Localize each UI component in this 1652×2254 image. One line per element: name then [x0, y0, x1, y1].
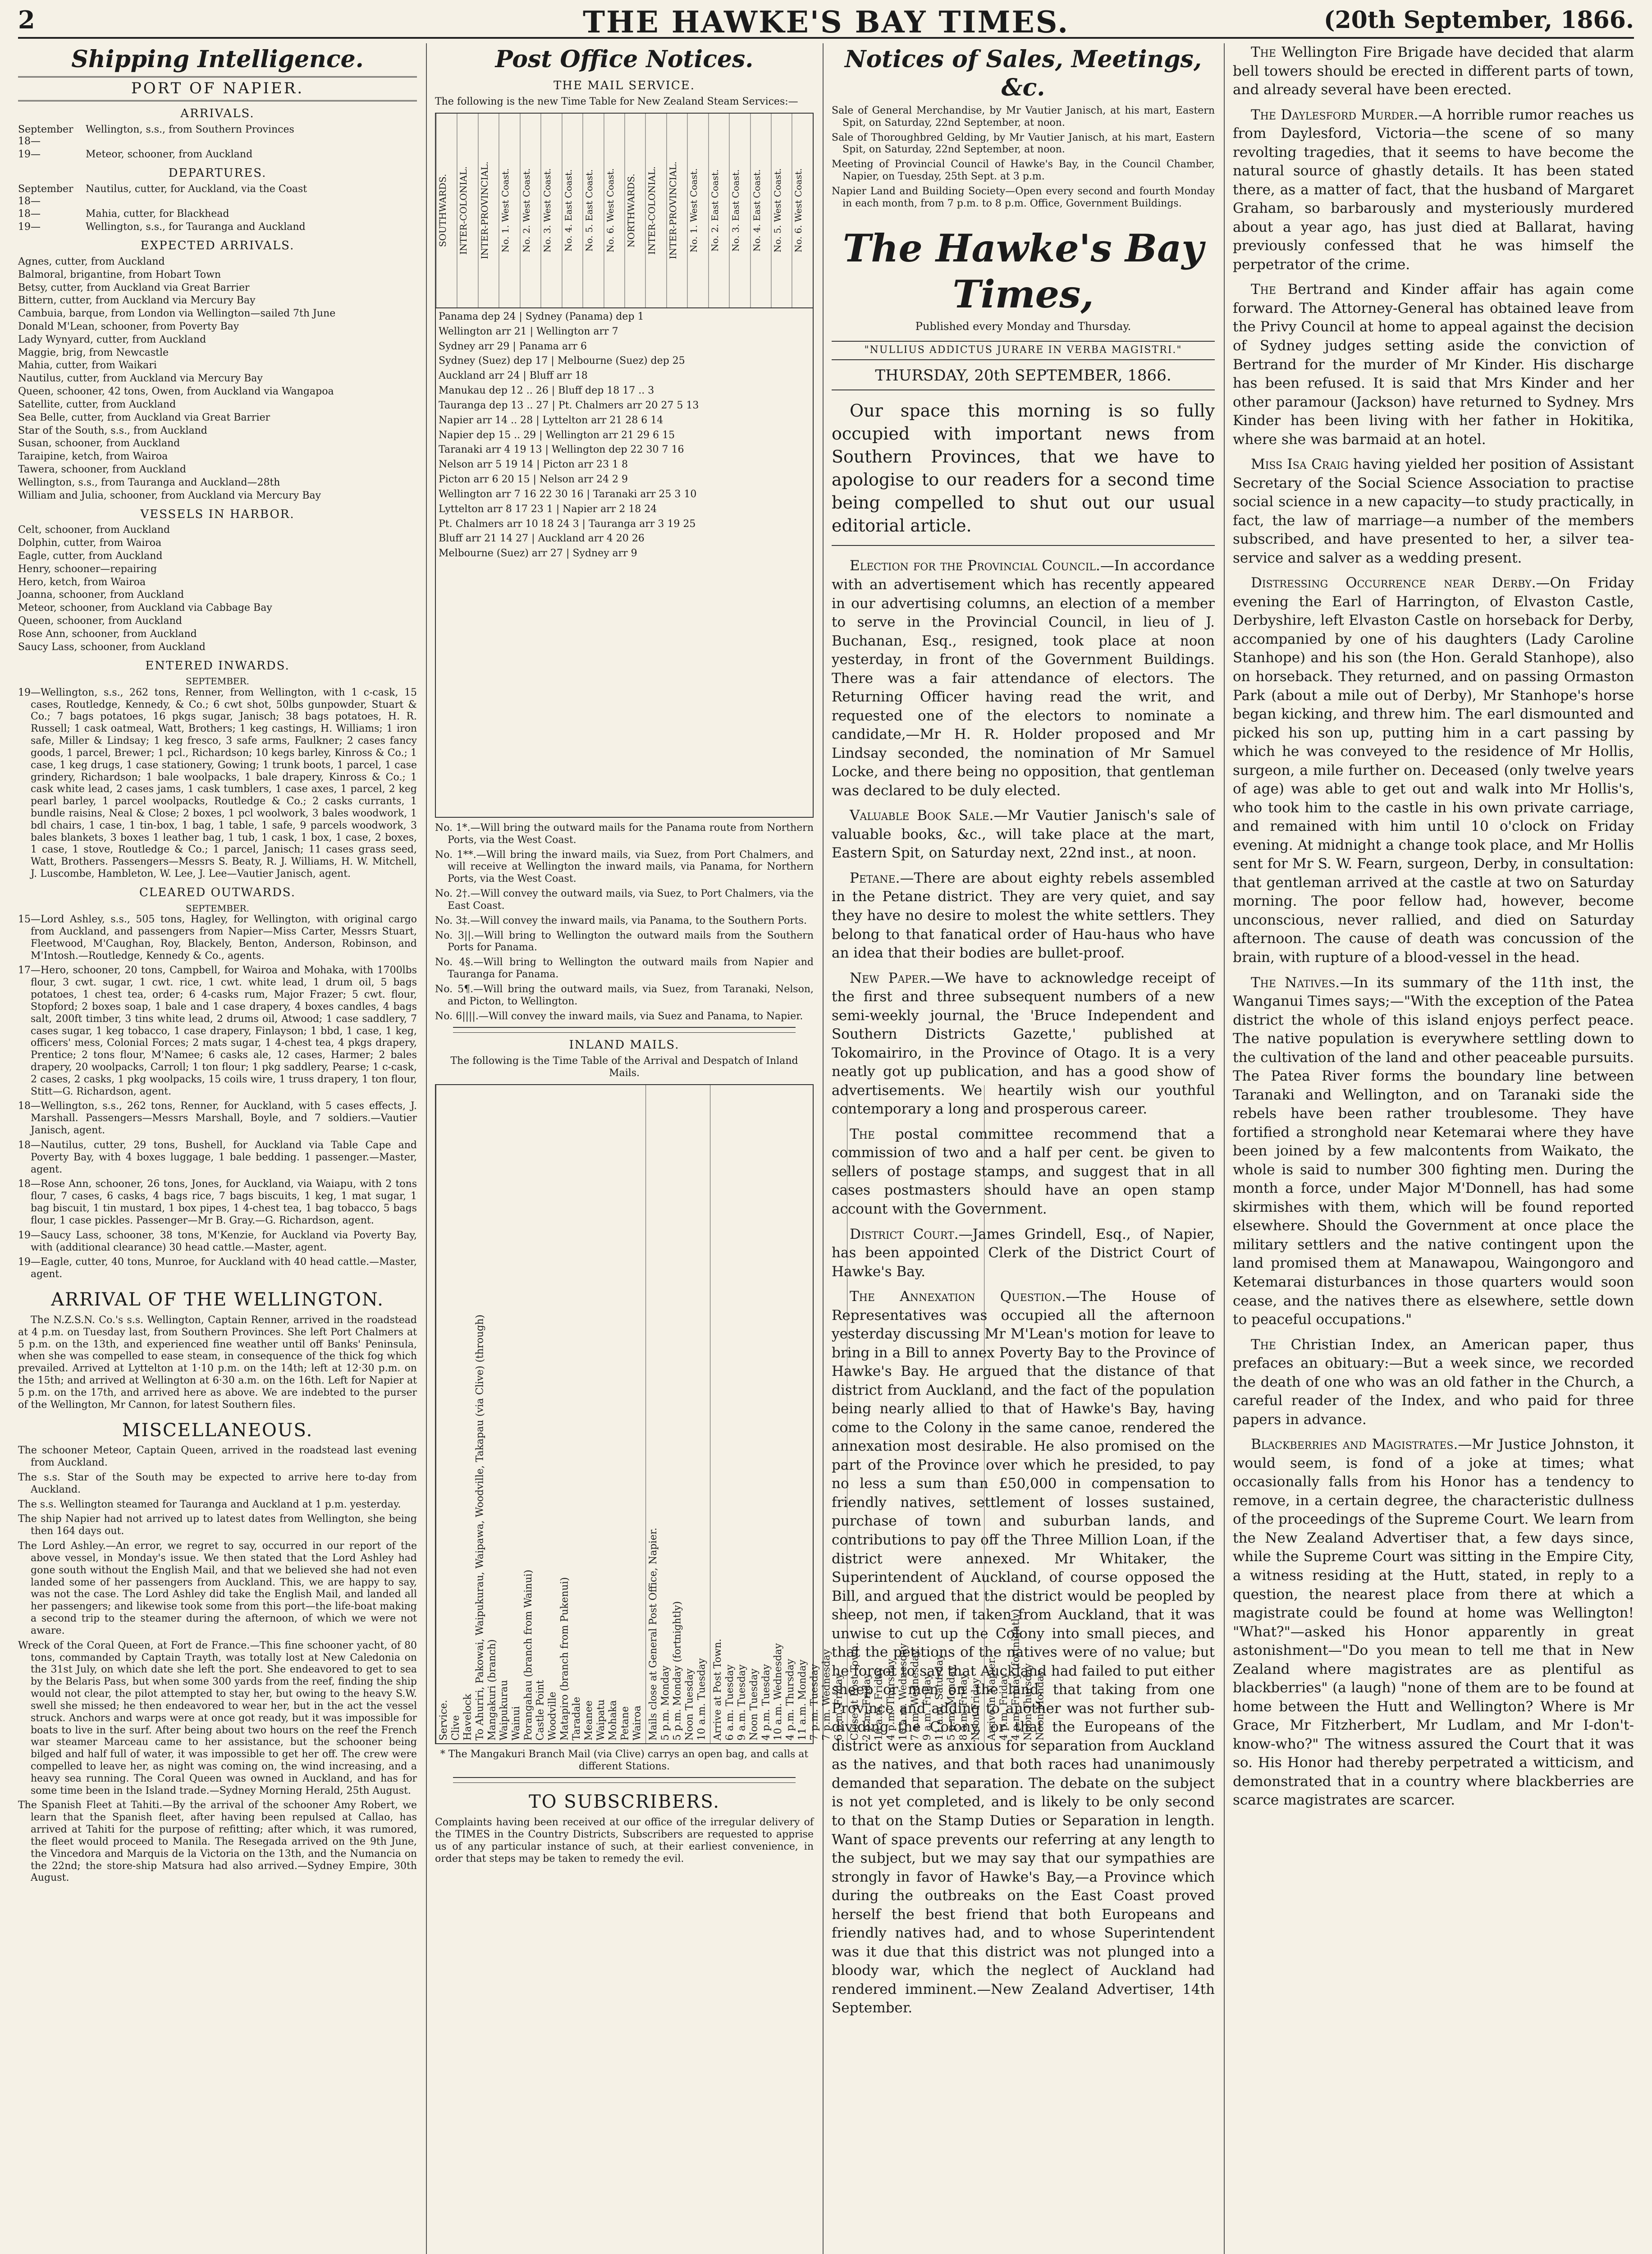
- timetable-column-header: No. 2. West Coast.: [520, 114, 540, 307]
- mail-service-heading: THE MAIL SERVICE.: [553, 79, 696, 93]
- cargo-entry: 18—Nautilus, cutter, 29 tons, Bushell, for Auckland via Table Cape and Poverty Bay, with 4 boxes luggage, 1 bale bedding. 1 passenger.—Master, agent.: [18, 1139, 417, 1175]
- outwards-month: SEPTEMBER.: [186, 903, 249, 914]
- timetable-row: Sydney (Suez) dep 17 | Melbourne (Suez) dep 25: [439, 355, 685, 367]
- vessel-item: Donald M'Lean, schooner, from Poverty Bay: [18, 321, 239, 332]
- news-paragraph: [1233, 1336, 1634, 1429]
- issue-date: (20th September, 1866.: [1323, 6, 1634, 34]
- timetable-column-header: INTER-COLONIAL.: [457, 114, 477, 307]
- paragraph-lead: The: [850, 1126, 875, 1142]
- subscribers-notice: Complaints having been received at our office of the irregular delivery of the TIMES in the Country Districts, Subscribers are requested to apprise us of any particular instance of such, at their earliest convenience, in order that steps may be taken to remedy the evil.: [435, 1817, 814, 1865]
- arrivals-heading: ARRIVALS.: [180, 106, 255, 120]
- mail-note: No. 3||.—Will bring to Wellington the outward mails from the Southern Ports for Panama.: [435, 930, 814, 953]
- paragraph-text: Christian Index, an American paper, thus prefaces an obituary:—But a week since, we recorded the death of one who was an old father in the Church, a careful reader of the Index, and who paid for three papers in advance.: [1233, 1336, 1634, 1428]
- vessel-item: Cambuia, barque, from London via Wellington—sailed 7th June: [18, 308, 336, 320]
- timetable-column-header: No. 6. West Coast.: [604, 114, 624, 307]
- timetable-row: Wellington arr 21 | Wellington arr 7: [439, 325, 618, 337]
- departures-list: [18, 183, 417, 234]
- inwards-month: SEPTEMBER.: [186, 676, 249, 687]
- paragraph-lead: Election for the Provincial Council.: [850, 558, 1100, 574]
- schedule-text: Nautilus, cutter, for Auckland, via the Coast: [86, 183, 307, 195]
- schedule-row: [18, 221, 417, 234]
- paragraph-text: Bertrand and Kinder affair has again come forward. The Attorney-General has obtained leave from the Privy Council at home to appeal against the decision of Sydney judges setting aside the conviction of Bertrand for the murder of Mr Kinder. His discharge has been refused. It is said that Mrs Kinder and her other paramour (Jackson) have returned to Sydney. Mrs Kinder has been living with her father in Hokitika, where she was barmaid at an hotel.: [1233, 281, 1634, 448]
- vessel-item: Sea Belle, cutter, from Auckland via Great Barrier: [18, 412, 270, 423]
- subscribers-heading: TO SUBSCRIBERS.: [528, 1791, 720, 1813]
- mail-note: No. 2†.—Will convey the outward mails, via Suez, to Port Chalmers, via the East Coast.: [435, 888, 814, 912]
- vessel-item: Dolphin, cutter, from Wairoa: [18, 537, 162, 549]
- timetable-row: Panama dep 24 | Sydney (Panama) dep 1: [439, 311, 644, 322]
- misc-item: The schooner Meteor, Captain Queen, arrived in the roadstead last evening from Auckland.: [18, 1445, 417, 1469]
- vessel-item: Taraipine, ketch, from Wairoa: [18, 451, 168, 463]
- news-paragraph: [832, 1287, 1215, 2018]
- vessel-item: Saucy Lass, schooner, from Auckland: [18, 641, 206, 653]
- paragraph-lead: Blackberries and Magistrates.: [1251, 1436, 1458, 1453]
- paragraph-lead: The Annexation Question.: [850, 1288, 1066, 1305]
- dateline: THURSDAY, 20th SEPTEMBER, 1866.: [832, 367, 1215, 390]
- paragraph-text: having yielded her position of Assistant Secretary of the Social Science Association to practise social science in a new capacity—to study practically, in fact, the law of marriage—a number of the members subscribed, and have presented to her, a silver tea-service and salver as a wedding present.: [1233, 456, 1634, 566]
- inland-column: Arrive at Post Town. 6 a.m. Tuesday 9 a.m. Tuesday Noon Tuesday 4 p.m. Tuesday 10 a.m. Wednesday 4 p.m. Thursday 11 a.m. Monday 7 p.m. Tuesday 7 p.m. Wednesday 6 p.m. Friday: [710, 1085, 847, 1743]
- vessel-item: Susan, schooner, from Auckland: [18, 438, 180, 449]
- mail-intro: The following is the new Time Table for New Zealand Steam Services:—: [435, 96, 798, 108]
- misc-item: The s.s. Wellington steamed for Tauranga and Auckland at 1 p.m. yesterday.: [18, 1498, 401, 1510]
- arrivals-list: [18, 124, 417, 161]
- inland-intro: The following is the Time Table of the Arrival and Despatch of Inland Mails.: [450, 1055, 798, 1079]
- schedule-row: [18, 149, 417, 161]
- notice-item: Sale of Thoroughbred Gelding, by Mr Vautier Janisch, at his mart, Eastern Spit, on Saturday, 22nd September, at noon.: [832, 132, 1215, 156]
- schedule-text: Mahia, cutter, for Blackhead: [86, 208, 229, 220]
- schedule-date: 18—: [18, 208, 41, 220]
- cargo-entry: 19—Eagle, cutter, 40 tons, Munroe, for Auckland with 40 head cattle.—Master, agent.: [18, 1256, 417, 1280]
- vessel-item: Agnes, cutter, from Auckland: [18, 256, 165, 267]
- news-articles: [1233, 43, 1634, 1810]
- shipping-heading: Shipping Intelligence.: [71, 46, 364, 73]
- vessel-item: Star of the South, s.s., from Auckland: [18, 425, 207, 436]
- news-paragraph: [1233, 974, 1634, 1329]
- mail-note: No. 5¶.—Will bring the outward mails, via Suez, from Taranaki, Nelson, and Picton, to Wellington.: [435, 983, 814, 1007]
- timetable-column-header: No. 1. West Coast.: [499, 114, 519, 307]
- paragraph-text: postal committee recommend that a commission of two and a half per cent. be given to sellers of postage stamps, and suggest that in all cases postmasters should have an open stamp account with the Government.: [832, 1126, 1215, 1217]
- paragraph-lead: The Daylesford Murder.: [1251, 106, 1419, 123]
- news-paragraph: [832, 1125, 1215, 1219]
- timetable-row: Napier dep 15 .. 29 | Wellington arr 21 29 6 15: [439, 429, 675, 441]
- timetable-row: Nelson arr 5 19 14 | Picton arr 23 1 8: [439, 459, 628, 471]
- column-rule: [1224, 43, 1225, 2254]
- paragraph-text: Wellington Fire Brigade have decided that alarm bell towers should be erected in different parts of town, and already several have been erected.: [1233, 44, 1634, 98]
- vessel-item: Balmoral, brigantine, from Hobart Town: [18, 269, 221, 280]
- timetable-row: Auckland arr 24 | Bluff arr 18: [439, 370, 588, 382]
- timetable-column-header: No. 3. West Coast.: [540, 114, 561, 307]
- inwards-list: [18, 687, 417, 880]
- news-paragraph: [1233, 1435, 1634, 1810]
- paragraph-text: —James Grindell, Esq., of Napier, has been appointed Clerk of the District Court of Hawke's Bay.: [832, 1226, 1215, 1280]
- paragraph-lead: New Paper.: [850, 970, 931, 986]
- inland-note: * The Mangakuri Branch Mail (via Clive) carrys an open bag, and calls at different Stations.: [440, 1748, 809, 1772]
- timetable-row: Napier arr 14 .. 28 | Lyttelton arr 21 28 6 14: [439, 414, 664, 426]
- vessel-item: William and Julia, schooner, from Auckland via Mercury Bay: [18, 490, 321, 501]
- timetable-row: Tauranga dep 13 .. 27 | Pt. Chalmers arr 20 27 5 13: [439, 399, 699, 411]
- motto: "NULLIUS ADDICTUS JURARE IN VERBA MAGISTRI.": [832, 341, 1215, 360]
- news-paragraph: [832, 969, 1215, 1119]
- timetable-column-header: INTER-PROVINCIAL.: [666, 114, 687, 307]
- divider: [453, 1027, 796, 1033]
- inland-mails-heading: INLAND MAILS.: [569, 1038, 680, 1052]
- paragraph-text: —The House of Representatives was occupied all the afternoon yesterday discussing Mr M'Lean's motion for leave to bring in a Bill to annex Poverty Bay to the Province of Hawke's Bay. He argued that the distance of that district from Auckland, and the fact of the population being nearly allied to that of Hawke's Bay, having come to the Colony in the same canoe, rendered the annexation most desirable. He also promised on the part of the Province over which he presided, to pay no less a sum than £50,000 in compensation to friendly natives, settlement of losses sustained, purchase of town and suburban lands, and contributions to pay off the Three Million Loan, if the district were annexed. Mr Whitaker, the Superintendent of Auckland, of course opposed the Bill, and argued that the district would be peopled by sheep, not men, if taken from Auckland, that it was unwise to cut up the Colony into small pieces, and that the petitions of the natives were of no value; but he forgot to say that Auckland had failed to put either sheep or men on the land, that taking from one Province and adding to another was not further sub-dividing the Colony, or that the Europeans of the district were as anxious for separation from Auckland as the natives, and that both races had unanimously demanded that separation. The debate on the subject is not yet completed, and is likely to be only second to that on the Stamp Duties or Separation in length. Want of space prevents our referring at any length to the subject, but we may say that our sympathies are strongly in favor of Hawke's Bay,—a Province which during the outbreaks on the East Coast proved herself the best friend that both Europeans and friendly natives had, and to whose Superintendent was it due that this district was not plunged into a bloody war, which the neglect of Auckland had rendered imminent.—New Zealand Advertiser, 14th September.: [832, 1288, 1215, 2016]
- vessel-item: Lady Wynyard, cutter, from Auckland: [18, 334, 206, 345]
- timetable-row: Taranaki arr 4 19 13 | Wellington dep 22 30 7 16: [439, 444, 684, 456]
- vessel-item: Hero, ketch, from Wairoa: [18, 576, 146, 588]
- vessel-item: Eagle, cutter, from Auckland: [18, 550, 163, 562]
- cargo-entry: 18—Wellington, s.s., 262 tons, Renner, for Auckland, with 5 cases effects, J. Marshall. Passengers—Messrs Marshall, Boyle, and 7 soldiers.—Vautier Janisch, agent.: [18, 1100, 417, 1136]
- timetable-column-header: No. 5. East Coast.: [582, 114, 603, 307]
- timetable-row: Manukau dep 12 .. 26 | Bluff dep 18 17 .. 3: [439, 385, 654, 397]
- notices-heading: Notices of Sales, Meetings, &c.: [845, 46, 1202, 102]
- schedule-text: Wellington, s.s., from Southern Provinces: [86, 124, 294, 135]
- schedule-date: 19—: [18, 221, 41, 233]
- timetable-column-header: No. 4. East Coast.: [750, 114, 771, 307]
- paper-title: The Hawke's Bay Times,: [842, 225, 1204, 316]
- column-editorial: [832, 43, 1215, 2254]
- paragraph-lead: Miss Isa Craig: [1251, 456, 1349, 473]
- paragraph-text: —There are about eighty rebels assembled in the Petane district. They are very quiet, and say they have no desire to molest the white settlers. They belong to that fanatical order of Hau-haus who have an idea that their bodies are bullet-proof.: [832, 870, 1215, 962]
- news-paragraph: [832, 557, 1215, 800]
- timetable-column-header: INTER-PROVINCIAL.: [478, 114, 499, 307]
- timetable-column-header: No. 6. West Coast.: [792, 114, 812, 307]
- column-news: [1233, 43, 1634, 2254]
- paragraph-lead: Petane.: [850, 870, 900, 886]
- mail-note: No. 1**.—Will bring the inward mails, via Suez, from Port Chalmers, and will receive at Wellington the inward mails, via Panama, for Northern Ports, via the West Coast.: [435, 849, 814, 885]
- schedule-row: [18, 124, 417, 148]
- timetable-column-header: No. 4. East Coast.: [562, 114, 582, 307]
- vessel-item: Rose Ann, schooner, from Auckland: [18, 628, 197, 640]
- timetable-row: Sydney arr 29 | Panama arr 6: [439, 340, 587, 352]
- timetable-column-header: INTER-COLONIAL.: [645, 114, 666, 307]
- misc-heading: MISCELLANEOUS.: [122, 1420, 313, 1441]
- inland-column: Mails close at General Post Office, Napier. 5 p.m. Monday 5 p.m. Monday (fortnightly) Noon Tuesday 10 a.m. Tuesday: [645, 1085, 710, 1743]
- port-heading: PORT OF NAPIER.: [18, 76, 417, 101]
- timetable-column-header: No. 5. West Coast.: [771, 114, 792, 307]
- mail-note: No. 6||||.—Will convey the inward mails, via Suez and Panama, to Napier.: [435, 1010, 803, 1022]
- timetable-row: Wellington arr 7 16 22 30 16 | Taranaki arr 25 3 10: [439, 488, 697, 500]
- mail-notes: [435, 822, 814, 1022]
- paragraph-lead: The: [1251, 44, 1276, 60]
- misc-item: The Spanish Fleet at Tahiti.—By the arrival of the schooner Amy Robert, we learn that the Spanish fleet, after having been repulsed at Callao, has arrived at Tahiti for the purpose of refitting; after which, it was rumored, the fleet would proceed to Manila. The Resegada arrived on the 9th June, the Vincedora and Marquis de la Victoria on the 13th, and the Numancia on the 22nd; the store-ship Matsura had also arrived.—Sydney Empire, 30th August.: [18, 1800, 417, 1884]
- paragraph-text: —A horrible rumor reaches us from Daylesford, Victoria—the scene of so many revolting tragedies, that it seems to have become the natural source of ghastly details. It has been stated there, as a matter of fact, that the husband of Margaret Graham, so barbarously and mysteriously murdered about a year ago, has just died at Ballarat, having previously confessed that he was himself the perpetrator of the crime.: [1233, 106, 1634, 273]
- vessel-item: Meteor, schooner, from Auckland via Cabbage Bay: [18, 602, 272, 614]
- inwards-heading: ENTERED INWARDS.: [145, 659, 290, 673]
- news-paragraph: [1233, 106, 1634, 275]
- page-number: 2: [18, 5, 35, 34]
- vessel-item: Betsy, cutter, from Auckland via Great Barrier: [18, 282, 250, 293]
- timetable-column-header: NORTHWARDS.: [624, 114, 645, 307]
- mail-timetable: [435, 113, 814, 818]
- news-paragraph: [1233, 280, 1634, 449]
- paragraph-text: —In its summary of the 11th inst, the Wanganui Times says;—"With the exception of the Patea district the whole of this island enjoys perfect peace. The native population is everywhere settling down to the cultivation of the land and other peaceable pursuits. The Patea River forms the boundary line between Taranaki and Wellington, and on Taranaki side the rebels have been rather troublesome. They have fortified a stronghold near Ketemarai where they have been joined by a few malcontents from Waikato, the whole is said to number 300 fighting men. During the month a force, under Major M'Donnell, has had some skirmishes with them, which will be found reported elsewhere. Should the Government at once place the military settlers and the native contingent upon the land promised them at Manawapou, Waingongoro and Ketemarai disturbances in those quarters would soon cease, and the natives there as elsewhere, settle down to peaceful occupations.": [1233, 974, 1634, 1328]
- inland-column: Arrive in Napier. 4 p.m. Friday 4 p.m. Friday (fortnightly) Noon Thursday Noon Monday: [984, 1085, 1048, 1743]
- vessel-item: Queen, schooner, from Auckland: [18, 615, 182, 627]
- schedule-row: [18, 183, 417, 208]
- divider: [453, 1777, 796, 1783]
- timetable-column-header: No. 1. West Coast.: [687, 114, 708, 307]
- expected-list: [18, 256, 417, 502]
- editorial-articles: [832, 557, 1215, 2017]
- news-paragraph: [1233, 455, 1634, 568]
- timetable-row: Bluff arr 21 14 27 | Auckland arr 4 20 26: [439, 533, 645, 545]
- schedule-text: Meteor, schooner, from Auckland: [86, 149, 253, 160]
- news-paragraph: [832, 869, 1215, 963]
- schedule-text: Wellington, s.s., for Tauranga and Auckland: [86, 221, 306, 233]
- masthead: [18, 4, 1634, 39]
- cargo-entry: 15—Lord Ashley, s.s., 505 tons, Hagley, for Wellington, with original cargo from Auckland, and passengers from Napier—Miss Carter, Messrs Stuart, Fleetwood, M'Caughan, Roy, Blackely, Benton, Anderson, Robinson, and M'Intosh.—Routledge, Kennedy & Co., agents.: [18, 914, 417, 962]
- mail-note: No. 3‡.—Will convey the inward mails, via Panama, to the Southern Ports.: [435, 915, 807, 926]
- paragraph-text: —Mr Justice Johnston, it would seem, is fond of a joke at times; what occasionally falls from his Honor has a tendency to remove, in a certain degree, the characteristic dullness of the proceedings of the Supreme Court. We learn from the New Zealand Advertiser that, a few days since, while the Supreme Court was sitting in the Empire City, a witness residing at the Hutt, stated, in reply to a question, the nearest place from there at which a magistrate could be found at home was Wellington! "What?"—asked his Honor apparently in great astonishment—"Do you mean to tell me that in New Zealand where magistrates are as plentiful as blackberries" (a laugh) "none of them are to be found at home between the Hutt and Wellington? Where is Mr Grace, Mr Fitzherbert, Mr Ludlam, and Mr I-don't-know-who?" The witness assured the Court that it was so. His Honor had thereby perpetrated a witticism, and demonstrated that in a country where blackberries are scarce magistrates are scarcer.: [1233, 1436, 1634, 1809]
- opening-paragraph: Our space this morning is so fully occupied with important news from Southern Provinces, that we have to apologise to our readers for a second time being compelled to shut out our usual editorial article.: [832, 399, 1215, 546]
- vessel-item: Tawera, schooner, from Auckland: [18, 464, 186, 476]
- timetable-row: Picton arr 6 20 15 | Nelson arr 24 2 9: [439, 474, 628, 486]
- timetable-column-header: No. 2. East Coast.: [708, 114, 729, 307]
- vessel-item: Bittern, cutter, from Auckland via Mercury Bay: [18, 295, 256, 307]
- vessel-item: Queen, schooner, 42 tons, Owen, from Auckland via Wangapoa: [18, 386, 334, 398]
- misc-list: [18, 1445, 417, 1884]
- vessel-item: Maggie, brig, from Newcastle: [18, 347, 169, 358]
- paragraph-lead: The Natives.: [1251, 974, 1340, 991]
- paragraph-lead: Valuable Book Sale.: [850, 807, 994, 824]
- paragraph-lead: The: [1251, 1336, 1276, 1353]
- news-paragraph: [832, 806, 1215, 863]
- notice-item: Napier Land and Building Society—Open every second and fourth Monday in each month, from 7 p.m. to 8 p.m. Office, Government Buildings.: [832, 185, 1215, 209]
- wellington-article: The N.Z.S.N. Co.'s s.s. Wellington, Captain Renner, arrived in the roadstead at 4 p.m. on Tuesday last, from Southern Provinces. She left Port Chalmers at 5 p.m. on the 13th, and experienced fine weather until off Banks' Peninsula, when she was compelled to ease steam, in consequence of the thick fog which prevailed. Arrived at Lyttelton at 1·10 p.m. on the 14th; left at 12·30 p.m. on the 15th; and arrived at Wellington at 6·30 a.m. on the 16th. Left for Napier at 5 p.m. on the 17th, and arrived here as above. We are indebted to the purser of the Wellington, Mr Cannon, for latest Southern files.: [18, 1314, 417, 1411]
- cargo-entry: 19—Wellington, s.s., 262 tons, Renner, from Wellington, with 1 c-cask, 15 cases, Routledge, Kennedy, & Co.; 6 cwt shot, 50lbs gunpowder, Stuart & Co.; 7 bags potatoes, 16 pkgs sugar, Janisch; 38 bags potatoes, H. R. Russell; 1 cask oatmeal, Watt, Brothers; 1 keg castings, H. Williams; 1 iron safe, Miller & Lindsay; 1 keg fresco, 3 safe arms, Faulkner; 2 cases fancy goods, 1 parcel, Brewer; 1 pcl., Richardson; 10 kegs barley, Kinross & Co.; 1 case, 1 keg drugs, 1 case stationery, Gowing; 1 trunk boots, 1 parcel, 1 case grindery, Richardson; 1 bale woolpacks, 1 bale drapery, Kinross & Co.; 1 cask white lead, 2 cases jams, 1 cask tumblers, 1 case axes, 1 parcel, 2 keg pearl barley, 1 parcel woolpacks, Routledge & Co.; 2 casks currants, 1 bundle raisins, Neal & Close; 2 boxes, 1 pcl woolwork, 3 bales woodwork, 1 bdl chairs, 1 case, 1 tin-box, 1 bag, 1 table, 1 safe, 9 parcels woodwork, 3 bales blankets, 3 boxes 1 leather bag, 1 tub, 1 cask, 1 box, 1 case, 2 boxes, 1 case, 1 stove, Routledge & Co.; 1 parcel, Janisch; 11 cases grass seed, Watt, Brothers. Passengers—Messrs S. Beaty, R. J. Williams, H. W. Mitchell, J. Luscombe, Hambleton, W. Lee, J. Lee—Vautier Janisch, agent.: [18, 687, 417, 880]
- vessel-item: Mahia, cutter, from Waikari: [18, 360, 157, 371]
- outwards-list: [18, 914, 417, 1281]
- cargo-entry: 19—Saucy Lass, schooner, 38 tons, M'Kenzie, for Auckland via Poverty Bay, with (additional clearance) 30 head cattle.—Master, agent.: [18, 1229, 417, 1253]
- paragraph-text: —We have to acknowledge receipt of the first and three subsequent numbers of a new semi-weekly journal, the 'Bruce Independent and Southern Districts Gazette,' published at Tokomairiro, in the Province of Otago. It is a very neatly got up publication, and has a good show of advertisements. We heartily wish our youthful contemporary a long and prosperous career.: [832, 970, 1215, 1118]
- paragraph-text: —Mr Vautier Janisch's sale of valuable books, &c., will take place at the mart, Eastern Spit, on Saturday next, 22nd inst., at noon.: [832, 807, 1215, 861]
- news-paragraph: [832, 1225, 1215, 1282]
- mail-timetable-rows: [436, 308, 813, 565]
- cargo-entry: 18—Rose Ann, schooner, 26 tons, Jones, for Auckland, via Waiapu, with 2 tons flour, 7 cases, 6 casks, 4 bags rice, 7 bags biscuits, 1 keg, 1 mat sugar, 1 bag biscuit, 1 tin mustard, 1 box pipes, 1 4-chest tea, 1 bag tobacco, 5 bags flour, 1 case pickles. Passenger—Mr B. Gray.—G. Richardson, agent.: [18, 1178, 417, 1226]
- paragraph-text: —On Friday evening the Earl of Harrington, of Elvaston Castle, Derbyshire, left Elvaston Castle on horseback for Derby, accompanied by one of his daughters (Lady Caroline Stanhope) and his son (the Hon. Gerald Stanhope), also on horseback. They returned, and on passing Ormaston Park (about a mile out of Derby), Mr Stanhope's horse began kicking, and threw him. The earl dismounted and picked his son up, putting him in a cart passing by which he was conveyed to the residence of Mr Hollis, surgeon, a mile further on. Deceased (only twelve years of age) was able to get out and walk into Mr Hollis's, who took him to the castle in his own private carriage, and remained with him until 10 o'clock on Friday evening. At midnight a change took place, and Mr Hollis sent for Mr S. W. Fearn, surgeon, Derby, in consultation: that gentleman arrived at the castle at two on Saturday morning. The poor fellow had, however, become unconscious, never rallied, and died on Saturday afternoon. The cause of death was concussion of the brain, with rupture of a blood-vessel in the head.: [1233, 575, 1634, 966]
- timetable-row: Lyttelton arr 8 17 23 1 | Napier arr 2 18 24: [439, 503, 657, 515]
- mail-timetable-header: [436, 114, 813, 308]
- vessel-item: Nautilus, cutter, from Auckland via Mercury Bay: [18, 373, 263, 385]
- publication-schedule: Published every Monday and Thursday.: [915, 320, 1131, 333]
- news-paragraph: [1233, 43, 1634, 100]
- outwards-heading: CLEARED OUTWARDS.: [139, 885, 296, 899]
- timetable-row: Melbourne (Suez) arr 27 | Sydney arr 9: [439, 548, 637, 559]
- misc-item: Wreck of the Coral Queen, at Fort de France.—This fine schooner yacht, of 80 tons, commanded by Captain Trayth, was totally lost at New Caledonia on the 31st July, on which date she left the port. She endeavored to get to sea by the Belaris Pass, but when some 300 yards from the reef, finding the ship would not clear, the pilot attempted to stay her, but owing to the heavy S.W. swell she missed; he then endeavored to wear her, but in the act the vessel struck. Anchors and warps were at once got ready, but it was impossible for boats to live in the surf. After being about two hours on the reef the French war steamer Marceau came to her assistance, but the schooner being bilged and half full of water, it was impossible to get her off. The crew were compelled to leave her, as night was coming on, the wind increasing, and a heavy sea running. The Coral Queen was owned in Auckland, and has for some time been in the Island trade.—Sydney Morning Herald, 25th August.: [18, 1640, 417, 1796]
- notices-list: [832, 105, 1215, 210]
- timetable-row: Pt. Chalmers arr 10 18 24 3 | Tauranga arr 3 19 25: [439, 518, 696, 530]
- schedule-row: [18, 208, 417, 220]
- misc-item: The s.s. Star of the South may be expected to arrive here to-day from Auckland.: [18, 1471, 417, 1495]
- vessel-item: Wellington, s.s., from Tauranga and Auckland—28th: [18, 476, 280, 488]
- column-shipping: [18, 43, 417, 2254]
- notice-item: Meeting of Provincial Council of Hawke's Bay, in the Council Chamber, Napier, on Tuesday, 25th Sept. at 3 p.m.: [832, 159, 1215, 183]
- mail-note: No. 1*.—Will bring the outward mails for the Panama route from Northern Ports, via the West Coast.: [435, 822, 814, 846]
- schedule-date: September 18—: [18, 183, 73, 207]
- inland-column: Close at Post Town. 2 p.m. Friday 10 a.m. Friday 4 p.m. Thursday 10 a.m. Wednesday 7 a.m. Wednesday 9 a.m. Friday 11 a.m. Saturday 5 p.m. Monday 8 a.m. Friday Noon Friday: [847, 1085, 984, 1743]
- newspaper-title: THE HAWKE'S BAY TIMES.: [582, 5, 1070, 40]
- wellington-heading: ARRIVAL OF THE WELLINGTON.: [51, 1289, 384, 1310]
- paragraph-lead: District Court.: [850, 1226, 959, 1242]
- expected-heading: EXPECTED ARRIVALS.: [140, 239, 295, 253]
- notice-item: Sale of General Merchandise, by Mr Vautier Janisch, at his mart, Eastern Spit, on Saturday, 22nd September, at noon.: [832, 105, 1215, 128]
- column-rule: [426, 43, 427, 2254]
- vessel-item: Celt, schooner, from Auckland: [18, 524, 170, 536]
- post-office-heading: Post Office Notices.: [495, 46, 754, 73]
- news-paragraph: [1233, 574, 1634, 967]
- departures-heading: DEPARTURES.: [168, 166, 267, 180]
- mail-note: No. 4§.—Will bring to Wellington the outward mails from Napier and Tauranga for Panama.: [435, 957, 814, 980]
- vessel-item: Joanna, schooner, from Auckland: [18, 589, 184, 601]
- paragraph-text: —In accordance with an advertisement which has recently appeared in our advertising columns, an election of a member to serve in the Provincial Council, in lieu of J. Buchanan, Esq., resigned, took place at noon yesterday, in front of the Government Buildings. There was a fair attendance of electors. The Returning Officer having read the writ, and requested one of the electors to nominate a candidate,—Mr H. R. Holder proposed and Mr Lindsay seconded, the nomination of Mr Samuel Locke, and there being no opposition, that gentleman was declared to be duly elected.: [832, 558, 1215, 799]
- paragraph-lead: Distressing Occurrence near Derby.: [1251, 575, 1536, 591]
- inland-column: Service. Clive Havelock To Ahuriri, Pakowai, Waipukurau, Waipawa, Woodville, Takapau (via Clive) (through) Mangakuri (branch) Waipukurau Wainui Porangahau (branch from Wainui) Castle Point Woodville Matapiro (branch from Pukenui) Taradale Meanee Waipatu Mohaka Petane Wairoa: [436, 1085, 645, 1743]
- paragraph-lead: The: [1251, 281, 1276, 298]
- vessel-item: Satellite, cutter, from Auckland: [18, 399, 176, 410]
- schedule-date: September 18—: [18, 124, 73, 147]
- misc-item: The ship Napier had not arrived up to latest dates from Wellington, she being then 164 days out.: [18, 1513, 417, 1537]
- vessel-item: Henry, schooner—repairing: [18, 563, 157, 575]
- harbor-list: [18, 524, 417, 653]
- cargo-entry: 17—Hero, schooner, 20 tons, Campbell, for Wairoa and Mohaka, with 1700lbs flour, 3 cwt. sugar, 1 cwt. rice, 1 cwt. white lead, 1 drum oil, 5 bags potatoes, 1 chest tea, order; 6 4-casks rum, Major Frazer; 5 cwt. flour, Stopford; 2 boxes soap, 1 bale and 1 case drapery, 4 boxes candles, 4 bags salt, 200ft timber, 3 tins white lead, 2 drums oil, Atwood; 1 case saddlery, 7 cases sugar, 1 keg tobacco, 1 case drapery, Finlayson; 1 bbd, 1 case, 1 keg, officers' mess, Colonial Forces; 2 mats sugar, 1 4-chest tea, 4 pkgs drapery, Prentice; 2 tons flour, M'Namee; 6 casks ale, 12 cases, Harmer; 2 bales drapery, 20 woolpacks, Carroll; 1 ton flour; 1 pkg saddlery, Pearse; 1 c-cask, 2 cases, 2 casks, 1 pkg woolpacks, 15 coils wire, 1 truss drapery, 1 ton flour, Stitt—G. Richardson, agent.: [18, 965, 417, 1097]
- misc-item: The Lord Ashley.—An error, we regret to say, occurred in our report of the above vessel, in Monday's issue. We then stated that the Lord Ashley had gone south without the English Mail, and that we believed she had not even landed some of her passengers from Auckland. This, we are happy to say, was not the case. The Lord Ashley did take the English Mail, and landed all her passengers; and likewise took some from this port—the life-boat making a second trip to the steamer during the afternoon, of which we were not aware.: [18, 1540, 417, 1636]
- timetable-column-header: SOUTHWARDS.: [436, 114, 457, 307]
- timetable-column-header: No. 3. East Coast.: [729, 114, 750, 307]
- harbor-heading: VESSELS IN HARBOR.: [140, 507, 295, 521]
- schedule-date: 19—: [18, 149, 41, 160]
